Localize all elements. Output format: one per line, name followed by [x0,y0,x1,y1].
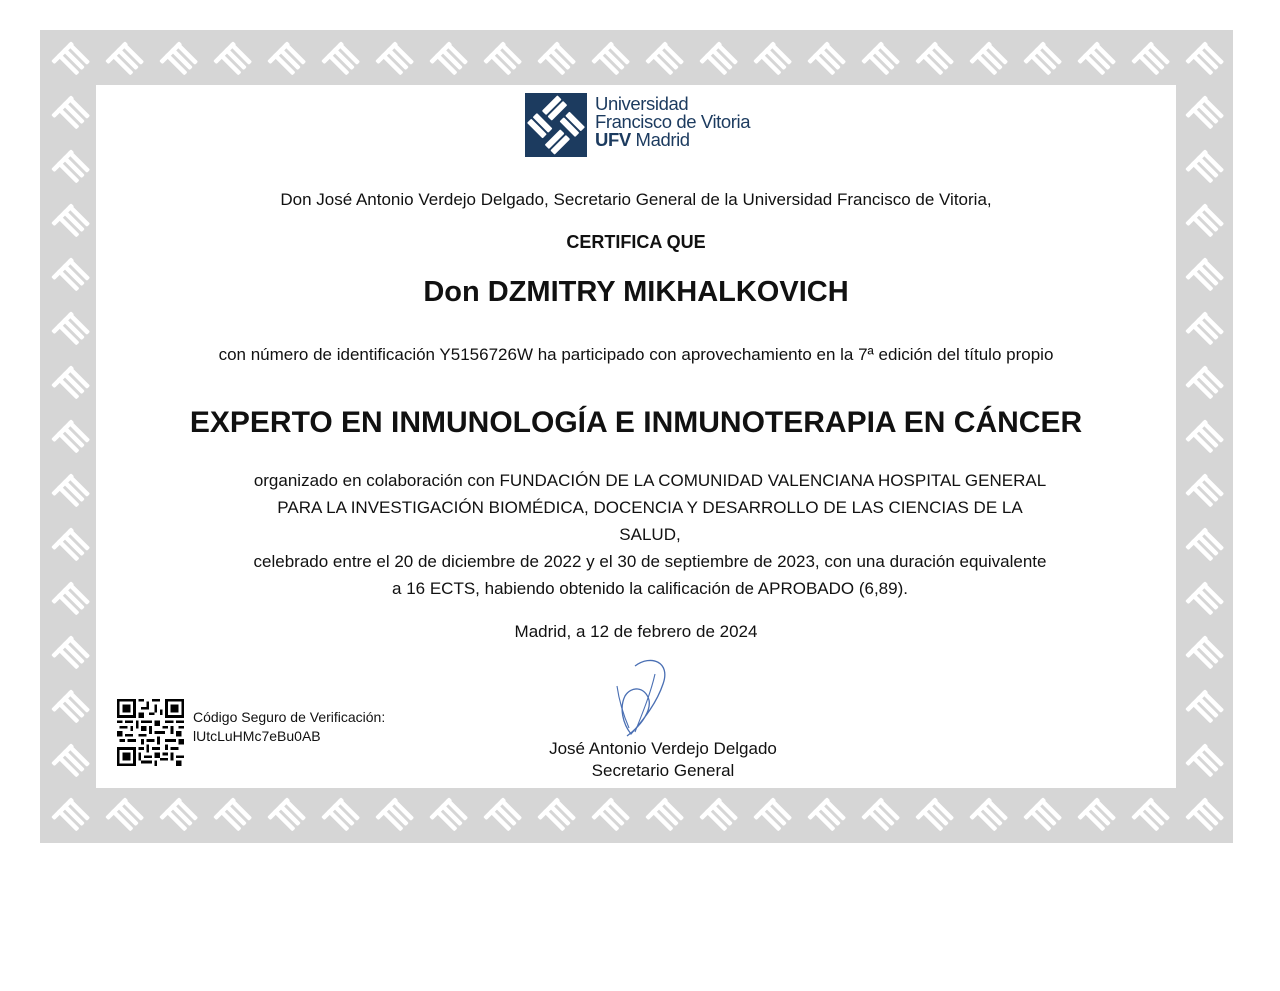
logo-line-3 [595,131,750,149]
body-line: PARA LA INVESTIGACIÓN BIOMÉDICA, DOCENCIA Y DESARROLLO DE LAS CIENCIAS DE LA [277,498,1023,517]
verification-code[interactable]: lUtcLuHMc7eBu0AB [193,728,321,744]
body-line: SALUD, [619,525,681,544]
recipient-name: Don DZMITRY MIKHALKOVICH [423,276,849,308]
participation-text: con número de identificación Y5156726W ha participado con aprovechamiento en la 7ª edición del título propio [218,345,1054,364]
signer-name: José Antonio Verdejo Delgado [549,739,777,758]
signature-icon [605,656,675,738]
certificate-intro: Don José Antonio Verdejo Delgado, Secretario General de la Universidad Francisco de Vitoria, [280,190,992,209]
university-logo-text [595,95,750,149]
logo-line-2: Francisco de Vitoria [595,111,751,132]
logo-madrid: Madrid [630,129,690,150]
verification-label: Código Seguro de Verificación: [193,709,386,725]
logo-line-1: Universidad [595,93,689,114]
body-line: a 16 ECTS, habiendo obtenido la calificación de APROBADO (6,89). [392,579,908,598]
qr-code-icon[interactable] [117,699,184,766]
certifica-heading: CERTIFICA QUE [566,232,706,252]
issue-date: Madrid, a 12 de febrero de 2024 [514,622,758,641]
logo-ufv: UFV [595,129,631,150]
body-line: celebrado entre el 20 de diciembre de 2022 y el 30 de septiembre de 2023, con una duración equivalente [253,552,1047,571]
ufv-logo-icon [525,93,587,157]
certificate-body [170,467,1130,602]
course-title: EXPERTO EN INMUNOLOGÍA E INMUNOTERAPIA EN CÁNCER [189,406,1083,439]
signer-title: Secretario General [591,761,735,780]
body-line: organizado en colaboración con FUNDACIÓN DE LA COMUNIDAD VALENCIANA HOSPITAL GENERAL [253,471,1047,490]
